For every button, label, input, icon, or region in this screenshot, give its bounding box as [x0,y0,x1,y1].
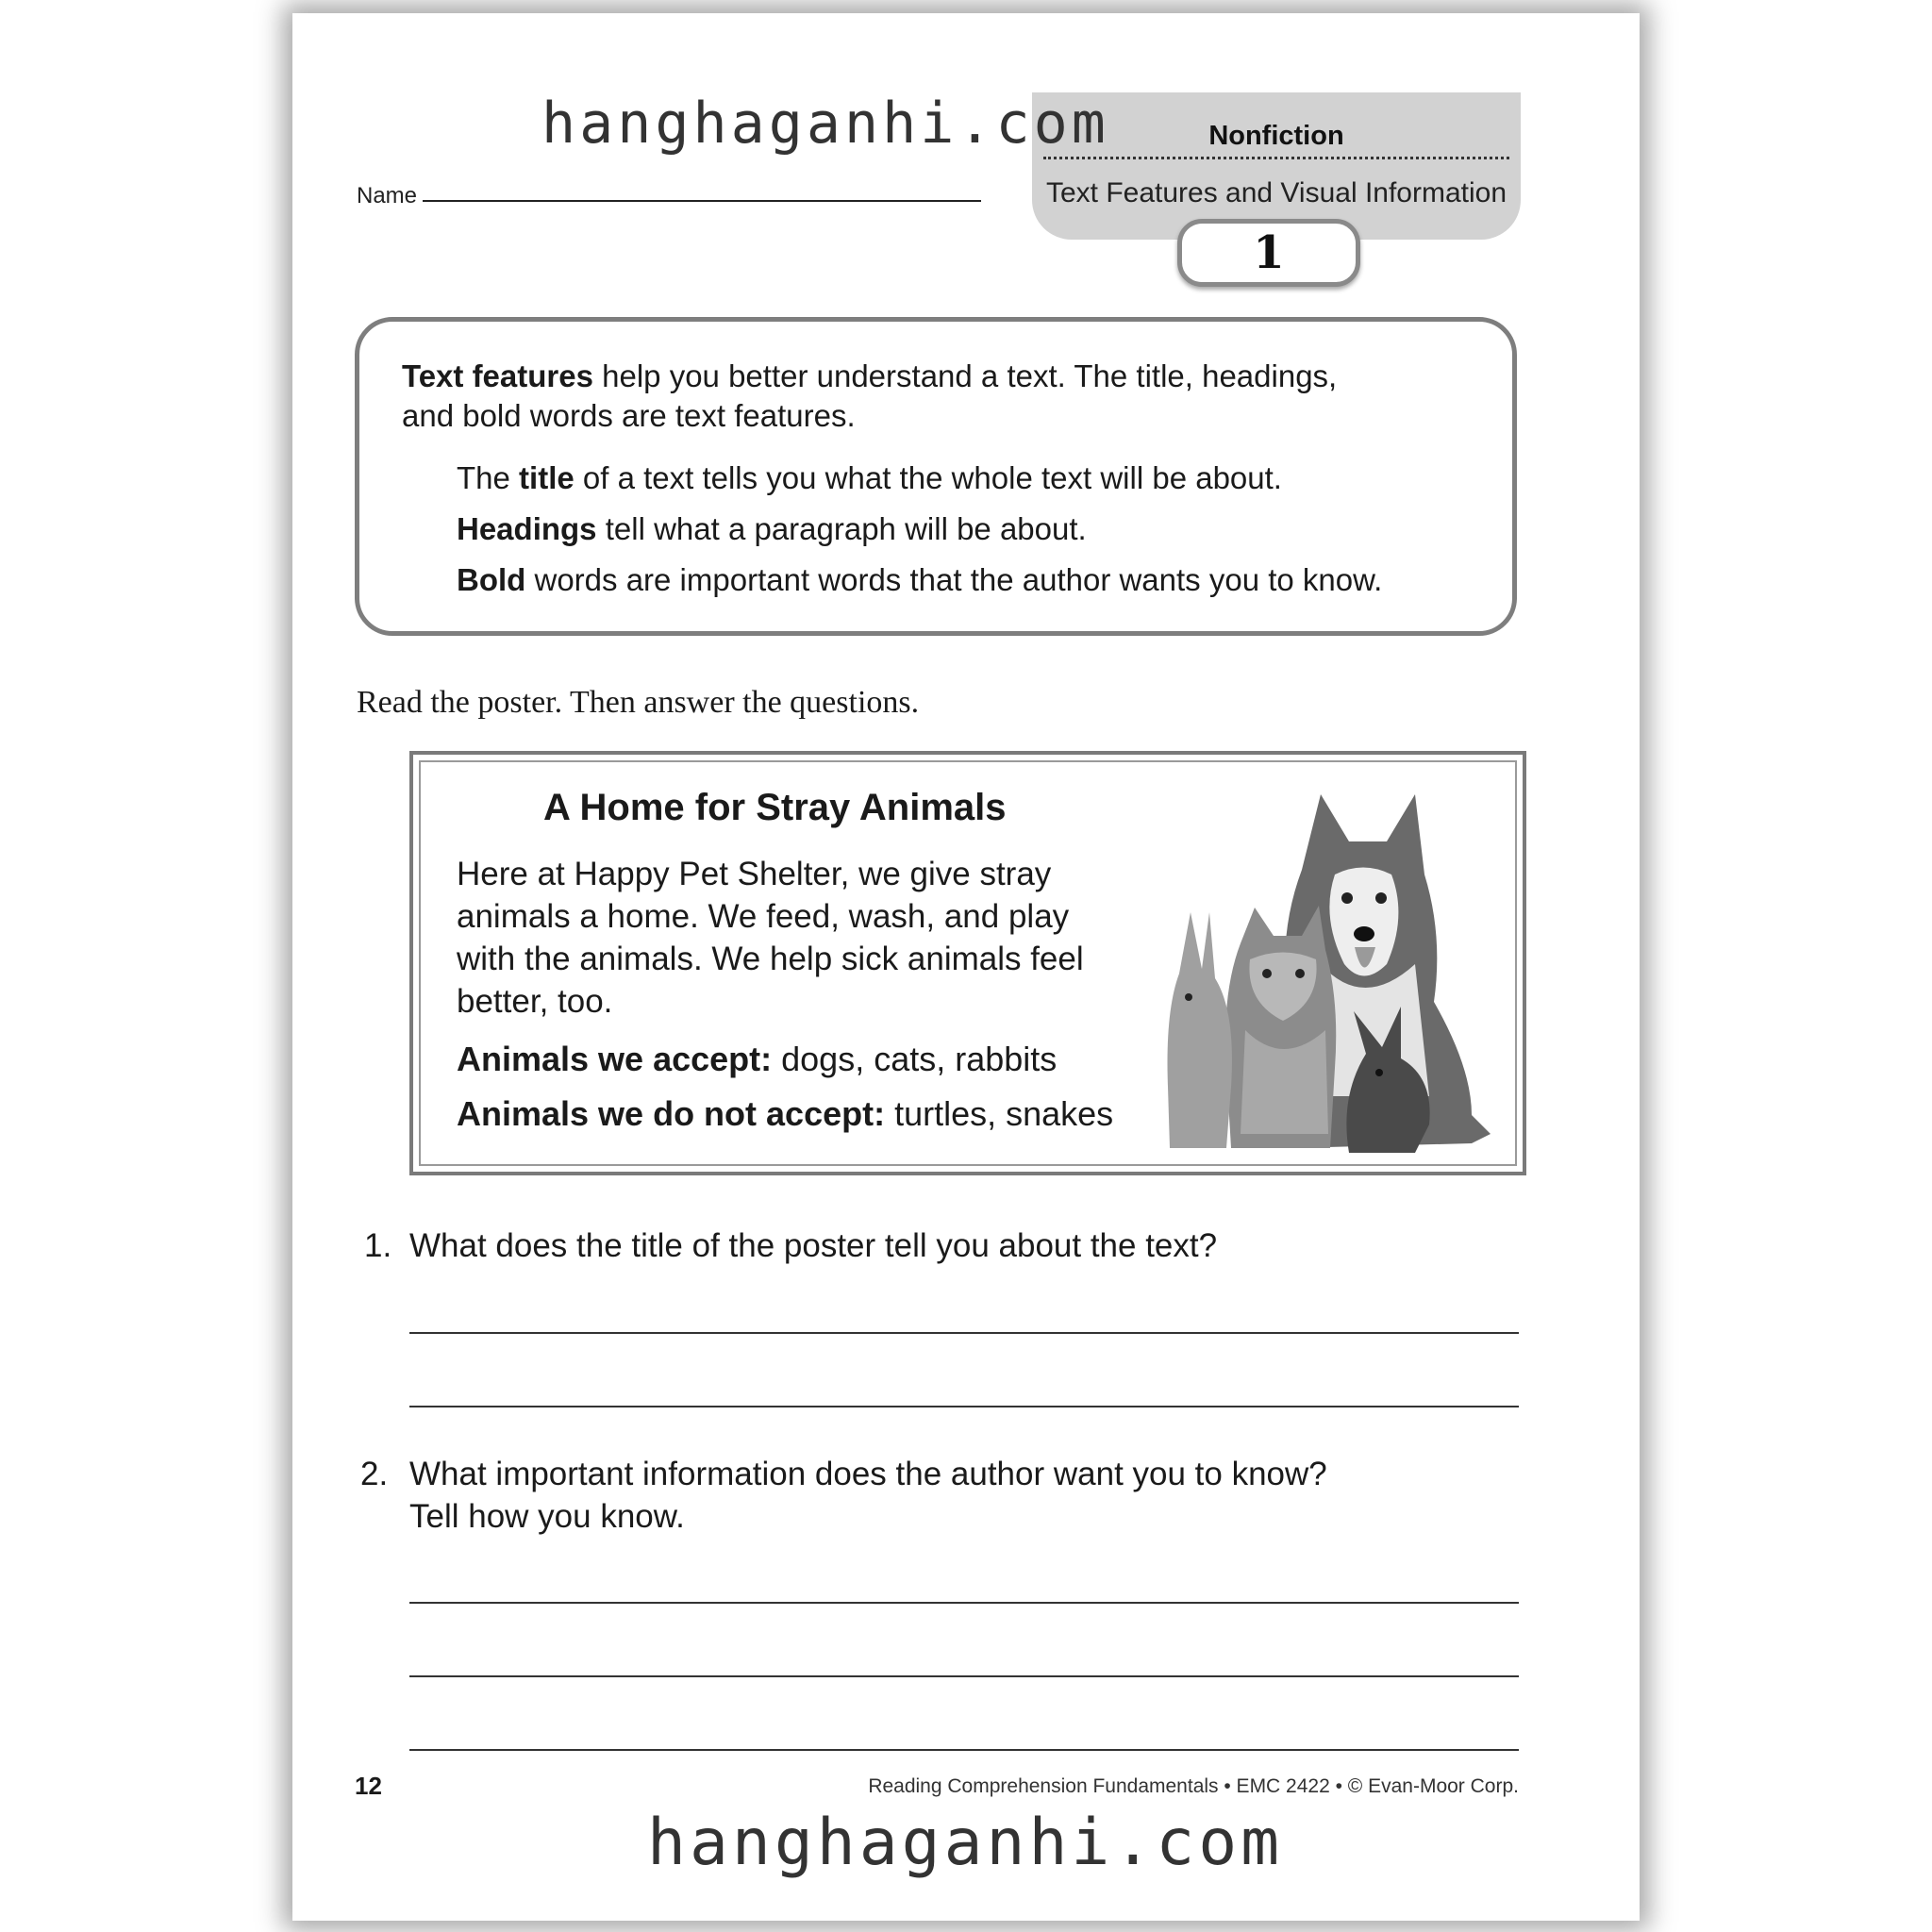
footer-credit: Reading Comprehension Fundamentals • EMC 2422 • © Evan-Moor Corp. [868,1775,1519,1797]
poster-title: A Home for Stray Animals [543,787,1007,828]
name-label: Name [357,183,418,208]
poster-body-line: animals a home. We feed, wash, and play [457,898,1070,935]
question-1-text: What does the title of the poster tell you about the text? [409,1227,1218,1264]
info-item1-pre: The [457,460,520,495]
reject-value: turtles, snakes [885,1094,1114,1133]
tab-divider [1043,157,1509,159]
question-2-text [409,1453,1327,1538]
name-field[interactable] [423,200,981,202]
question-2-number: 2. [360,1456,389,1492]
worksheet-page [292,13,1640,1921]
question-2-line: What important information does the author want you to know? [409,1456,1327,1492]
poster-body-line: Here at Happy Pet Shelter, we give stray [457,856,1052,892]
instructions: Read the poster. Then answer the questions. [357,685,920,720]
category-title: Nonfiction [1208,121,1344,151]
poster-body-line: with the animals. We help sick animals feel [457,941,1084,977]
watermark-bottom: hanghaganhi.com [647,1806,1284,1880]
accept-value: dogs, cats, rabbits [772,1040,1058,1078]
info-item3-rest: words are important words that the author wants you to know. [525,562,1383,597]
info-intro-rest-1: help you better understand a text. The title, headings, [592,358,1338,393]
info-intro-line-1 [402,358,1337,394]
skill-subtitle: Text Features and Visual Information [1045,177,1507,208]
info-item1-rest: of a text tells you what the whole text will be about. [574,460,1282,495]
answer-line[interactable] [409,1602,1519,1604]
info-item2-bold: Headings [457,511,597,546]
info-intro-bold: Text features [402,358,593,393]
watermark-top: hanghaganhi.com [541,91,1109,157]
answer-line[interactable] [409,1406,1519,1407]
info-item1-bold: title [519,460,575,495]
poster-body-line: better, too. [457,983,613,1020]
info-item-headings [457,511,1087,547]
accept-label: Animals we accept: [457,1040,773,1078]
question-2-line: Tell how you know. [409,1498,685,1535]
info-item-title [457,460,1282,496]
reject-label: Animals we do not accept: [457,1094,886,1133]
info-item-bold [457,562,1382,598]
pets-photo-icon [1160,785,1519,1162]
poster-reject-line [457,1094,1113,1134]
poster-accept-line [457,1040,1057,1079]
poster-body [457,853,1084,1023]
lesson-number-badge: 1 [1177,219,1360,287]
answer-line[interactable] [409,1675,1519,1677]
page-number: 12 [355,1772,382,1800]
info-item2-rest: tell what a paragraph will be about. [596,511,1087,546]
question-1-number: 1. [364,1227,392,1264]
info-item3-bold: Bold [457,562,526,597]
answer-line[interactable] [409,1332,1519,1334]
answer-line[interactable] [409,1749,1519,1751]
info-intro-line-2: and bold words are text features. [402,398,856,433]
